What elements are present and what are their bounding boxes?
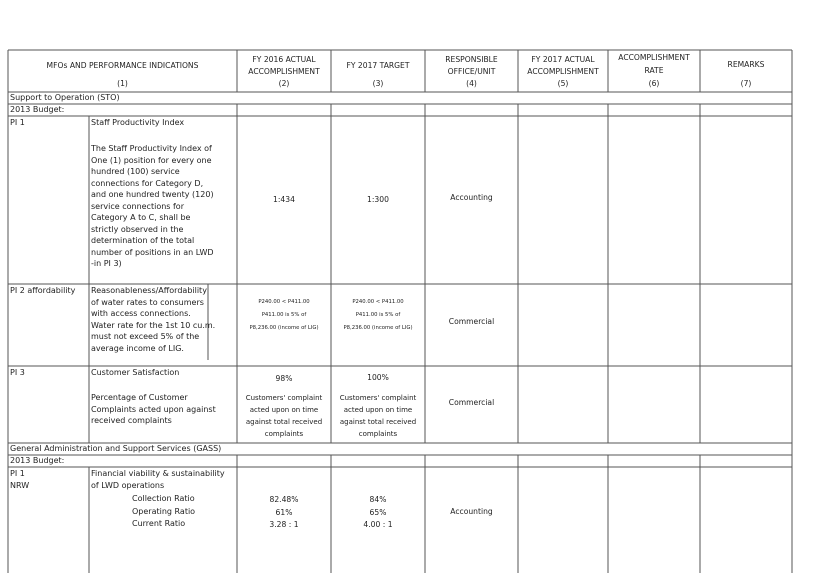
ratio-label: Operating Ratio bbox=[132, 507, 196, 516]
section-sto: Support to Operation (STO) bbox=[10, 93, 120, 102]
pi1-desc-line: service connections for bbox=[91, 201, 184, 211]
header-col7-num: (7) bbox=[740, 79, 752, 88]
gass-pi1-office: Accounting bbox=[450, 507, 493, 516]
pi3-office: Commercial bbox=[448, 398, 495, 407]
pi3-desc-line: Complaints acted upon against bbox=[91, 404, 216, 414]
header-col2-line1: FY 2016 ACTUAL bbox=[252, 55, 316, 64]
pi3-fy2017-pct: 100% bbox=[367, 373, 389, 382]
header-col6-num: (6) bbox=[648, 79, 660, 88]
pi3-desc-line: received complaints bbox=[91, 416, 172, 425]
header-col5-num: (5) bbox=[557, 79, 569, 88]
header-col4-num: (4) bbox=[466, 79, 477, 88]
section-gass-budget: 2013 Budget: bbox=[10, 456, 65, 465]
pi2-fy2016-line: P411.00 is 5% of bbox=[261, 312, 307, 318]
pi3-fy2016-line: acted upon on time bbox=[249, 406, 319, 414]
pi2-office: Commercial bbox=[448, 317, 495, 326]
header-col1-title: MFOs AND PERFORMANCE INDICATIONS bbox=[46, 61, 199, 70]
pi3-fy2017-line: acted upon on time bbox=[343, 406, 413, 414]
header-col4-line2: OFFICE/UNIT bbox=[447, 67, 496, 76]
pi3-fy2016-line: against total received bbox=[245, 418, 323, 426]
header-col1-num: (1) bbox=[117, 79, 128, 88]
ratio-label: Current Ratio bbox=[132, 519, 186, 528]
header-col6-line2: RATE bbox=[644, 66, 664, 75]
header-col3-num: (3) bbox=[372, 79, 384, 88]
pi1-desc-line: and one hundred twenty (120) bbox=[91, 190, 214, 199]
gass-fy2017-value: 84% bbox=[369, 495, 387, 504]
pi2-fy2016-line: P240.00 < P411.00 bbox=[258, 299, 310, 305]
pi2-fy2017-line: P8,236.00 (income of LIG) bbox=[343, 325, 413, 331]
section-gass: General Administration and Support Services (GASS) bbox=[10, 444, 222, 453]
pi1-desc-line: connections for Category D, bbox=[91, 178, 204, 188]
pi1-desc-line: determination of the total bbox=[91, 236, 195, 245]
pi2-fy2017-line: P240.00 < P411.00 bbox=[352, 299, 404, 305]
pi2-desc-line: must not exceed 5% of the bbox=[91, 332, 200, 341]
pi1-fy2016: 1:434 bbox=[273, 195, 295, 204]
pi1-desc-line: The Staff Productivity Index of bbox=[91, 144, 212, 153]
pi3-fy2017-line: complaints bbox=[358, 430, 398, 438]
pi1-desc-line: Category A to C, shall be bbox=[91, 213, 191, 222]
pi1-office: Accounting bbox=[450, 193, 493, 202]
pi2-desc-line: Water rate for the 1st 10 cu.m. bbox=[91, 320, 216, 330]
pi1-desc-line: -in PI 3) bbox=[91, 259, 122, 268]
pi1-desc-line: number of positions in an LWD bbox=[91, 247, 214, 257]
gass-fy2017-value: 4.00 : 1 bbox=[363, 520, 393, 529]
header-col7-title: REMARKS bbox=[727, 60, 765, 69]
gass-fy2016-value: 3.28 : 1 bbox=[269, 520, 299, 529]
pi3-fy2016-line: Customers' complaint bbox=[245, 394, 323, 402]
pi2-code: PI 2 affordability bbox=[10, 286, 76, 295]
header-col2-num: (2) bbox=[278, 79, 290, 88]
pi3-fy2016-pct: 98% bbox=[275, 374, 293, 383]
gass-pi1-code2: NRW bbox=[10, 481, 30, 490]
header-col5-line2: ACCOMPLISHMENT bbox=[527, 67, 599, 76]
pi2-fy2016-line: P8,236.00 (income of LIG) bbox=[249, 325, 319, 331]
header-col5-line1: FY 2017 ACTUAL bbox=[531, 55, 595, 64]
gass-fy2017-value: 65% bbox=[369, 508, 387, 517]
header-col4-line1: RESPONSIBLE bbox=[445, 55, 498, 64]
gass-fy2016-value: 82.48% bbox=[269, 495, 299, 504]
ratio-label: Collection Ratio bbox=[132, 494, 195, 503]
pi2-desc-line: with access connections. bbox=[91, 309, 191, 318]
gass-fy2016-value: 61% bbox=[275, 508, 293, 517]
pi3-fy2016-line: complaints bbox=[264, 430, 304, 438]
pi1-code: PI 1 bbox=[10, 118, 25, 127]
header-col2-line2: ACCOMPLISHMENT bbox=[248, 67, 320, 76]
pi2-fy2017-line: P411.00 is 5% of bbox=[355, 312, 401, 318]
pi3-title: Customer Satisfaction bbox=[91, 368, 180, 377]
pi2-desc-line: of water rates to consumers bbox=[91, 297, 204, 307]
header-col3-title: FY 2017 TARGET bbox=[346, 61, 410, 70]
pi1-desc-line: hundred (100) service bbox=[91, 167, 180, 176]
pi1-title: Staff Productivity Index bbox=[91, 118, 185, 127]
pi1-desc-line: strictly observed in the bbox=[91, 224, 184, 234]
gass-pi1-desc-line: Financial viability & sustainability bbox=[91, 469, 225, 478]
pi3-fy2017-line: against total received bbox=[339, 418, 417, 426]
pi1-fy2017: 1:300 bbox=[367, 195, 389, 204]
pi3-desc-line: Percentage of Customer bbox=[91, 393, 188, 402]
pi3-fy2017-line: Customers' complaint bbox=[339, 394, 417, 402]
pi3-code: PI 3 bbox=[10, 368, 25, 377]
gass-pi1-code: PI 1 bbox=[10, 469, 25, 478]
pi2-desc-line: Reasonableness/Affordability bbox=[91, 286, 207, 295]
header-col6-line1: ACCOMPLISHMENT bbox=[618, 53, 690, 62]
pi2-desc-line: average income of LIG. bbox=[91, 343, 184, 353]
gass-pi1-desc-line: of LWD operations bbox=[91, 481, 165, 490]
section-sto-budget: 2013 Budget: bbox=[10, 105, 65, 114]
pi1-desc-line: One (1) position for every one bbox=[91, 155, 212, 165]
